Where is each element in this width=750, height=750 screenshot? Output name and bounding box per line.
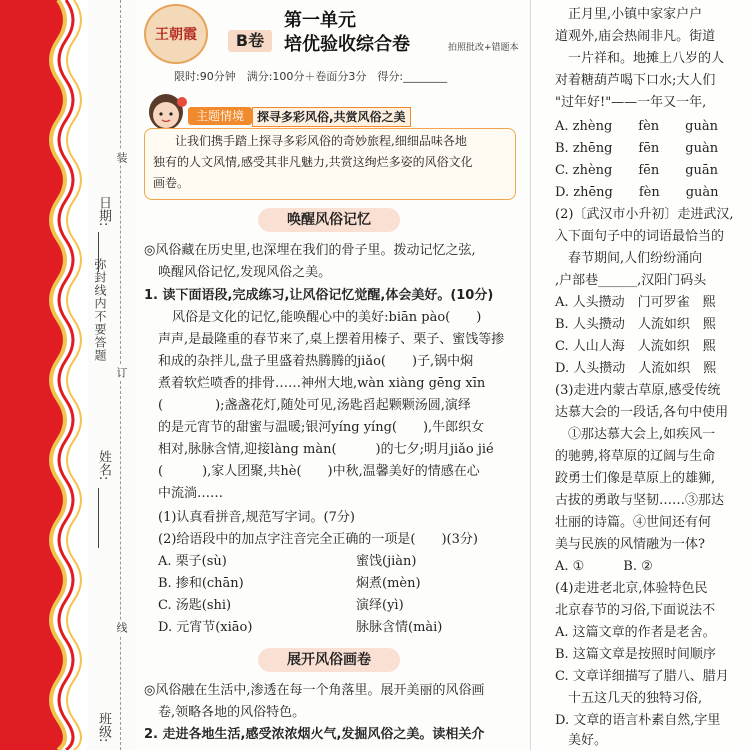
seal-notice: 弥封线内不要答题 [93,258,107,362]
option-c-left[interactable]: C. 汤匙(shi) [158,598,232,613]
binding-strip [88,0,136,750]
theme-intro-box [144,128,516,200]
right-line: 北京春节的习俗,下面说法不 [555,603,716,618]
section2-intro-line: ◎风俗融在生活中,渗透在每一个角落里。展开美丽的风俗画 [144,683,485,698]
option-b-right: 焖煮(mèn) [356,576,421,591]
right-line: 达慕大会的一段话,各句中使用 [555,405,729,420]
option-d-left[interactable]: D. 元宵节(xiāo) [158,620,253,635]
section-heading-scroll: 展开风俗画卷 [258,648,400,672]
right-option[interactable]: C. 人山人海 人流如织 熙 [555,339,716,354]
right-line: 美与民族的风情融为一体? [555,537,705,552]
right-option[interactable]: A. ① B. ② [555,559,653,574]
right-option[interactable]: A. zhèng fèn guàn [555,119,718,134]
question-2-stem: 2. 走进各地生活,感受浓浓烟火气,发掘风俗之美。读相关介 [144,727,485,742]
right-line: (4)走进老北京,体验特色民 [555,581,708,596]
right-line: 一片祥和。地摊上八岁的人 [555,51,725,66]
section-heading-memory: 唤醒风俗记忆 [258,208,400,232]
right-line: 跤勇士们像是草原上的雄狮, [555,471,716,486]
right-option[interactable]: B. 这篇文章是按照时间顺序 [555,647,716,662]
right-option[interactable]: D. 文章的语言朴素自然,字里 [555,713,721,728]
right-line: 十五这几天的独特习俗, [555,691,703,706]
right-line: 壮丽的诗篇。④世间还有何 [555,515,712,530]
right-line: 古拔的勇敢与坚韧……③那达 [555,493,725,508]
binding-mark-1: 装 [115,152,128,163]
option-a-left[interactable]: A. 栗子(sù) [158,554,227,569]
passage-line: 和成的杂拌儿,盘子里盛着热腾腾的jiǎo( )子,锅中焖 [158,354,474,369]
passage-line: 风俗是文化的记忆,能唤醒心中的美好:biān pào( ) [172,310,482,325]
brand-logo-text: 王朝霞 [155,27,197,43]
right-line: 入下面句子中的词语最恰当的 [555,229,725,244]
option-c-right: 演绎(yì) [356,598,404,613]
right-line: 的驰骋,将草原的辽阔与生命 [555,449,716,464]
date-label: 日期: [96,196,111,227]
option-d-right: 脉脉含情(mài) [356,620,443,635]
section1-intro-line: ◎风俗藏在历史里,也深埋在我们的骨子里。拨动记忆之弦, [144,243,476,258]
right-option[interactable]: B. 人头攒动 人流如织 熙 [555,317,716,332]
theme-intro-line: 画卷。 [153,176,190,190]
passage-line: 相对,脉脉含情,迎接làng màn( )的七夕;明月jiǎo jié [158,442,494,457]
passage-line: 的是元宵节的甜蜜与温暖;银河yíng yíng( ),牛郎织女 [158,420,485,435]
binding-mark-3: 线 [115,622,128,633]
brand-logo [144,4,208,64]
class-label: 班级: [96,712,111,743]
right-option[interactable]: B. zhēng fēn guàn [555,141,719,156]
right-option[interactable]: A. 这篇文章的作者是老舍。 [555,625,716,640]
passage-line: ( ),家人团聚,共hè( )中秋,温馨美好的情感在心 [158,464,480,479]
theme-title: 探寻多彩风俗,共赏风俗之美 [252,107,411,127]
subquestion-1: (1)认真看拼音,规范写字词。(7分) [158,510,355,525]
binding-mark-2: 订 [115,367,128,378]
right-line: ①那达慕大会上,如疾风一 [555,427,716,442]
right-line: 正月里,小镇中家家户户 [555,7,703,22]
passage-line: ( );盏盏花灯,随处可见,汤匙舀起颗颗汤圆,演绎 [158,398,471,413]
right-option[interactable]: D. 人头攒动 人流如织 熙 [555,361,717,376]
right-line: (3)走进内蒙古草原,感受传统 [555,383,721,398]
right-option[interactable]: C. zhèng fēn guān [555,163,719,178]
name-label: 姓名: [96,450,111,481]
exam-meta: 限时:90分钟 满分:100分＋卷面分3分 得分:________ [174,70,448,83]
volume-badge: B卷 [228,30,272,52]
passage-line: 煮着软烂喷香的排骨……神州大地,wàn xiàng gēng xīn [158,376,486,391]
theme-tag: 主题情境 [188,107,252,125]
right-line: 美好。 [555,733,608,748]
right-option[interactable]: D. zhēng fèn guàn [555,185,719,200]
tagline: 拍照批改+错题本 [448,43,519,53]
next-page-column [530,0,750,750]
right-line: ,户部巷______,汉阳门码头 [555,273,707,288]
right-option[interactable]: C. 文章详细描写了腊八、腊月 [555,669,729,684]
right-line: 春节期间,人们纷纷涌向 [555,251,703,266]
option-b-left[interactable]: B. 掺和(chān) [158,576,244,591]
unit-title: 第一单元 [284,10,356,31]
theme-intro-line: 独有的人文风情,感受其非凡魅力,共赏这绚烂多姿的风俗文化 [153,155,473,169]
right-line: (2)〔武汉市小升初〕走进武汉, [555,207,734,222]
passage-line: 声声,是最隆重的春节来了,桌上摆着用榛子、栗子、蜜饯等掺 [158,332,505,347]
name-underline [98,488,99,548]
wavy-border-decoration [28,0,88,750]
question-1-stem: 1. 读下面语段,完成练习,让风俗记忆觉醒,体会美好。(10分) [144,288,494,303]
section1-intro-line: 唤醒风俗记忆,发现风俗之美。 [158,265,332,280]
right-line: 道观外,庙会热闹非凡。街道 [555,29,716,44]
right-line: 对着糖葫芦喝下口水;大人们 [555,73,716,88]
section2-intro-line: 卷,领略各地的风俗特色。 [158,705,306,720]
theme-intro-line: 让我们携手踏上探寻多彩风俗的奇妙旅程,细细品味各地 [175,134,467,148]
passage-line: 中流淌…… [158,486,224,501]
right-line: "过年好!"——一年又一年, [555,95,707,110]
exam-page [136,0,530,750]
subquestion-2: (2)给语段中的加点字注音完全正确的一项是( )(3分) [158,532,478,547]
right-option[interactable]: A. 人头攒动 门可罗雀 熙 [555,295,716,310]
exam-title: 培优验收综合卷 [284,34,410,55]
option-a-right: 蜜饯(jiàn) [356,554,417,569]
